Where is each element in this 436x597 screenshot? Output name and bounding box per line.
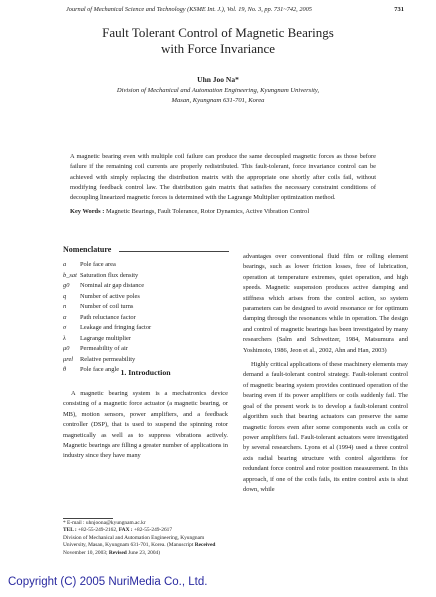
nomenclature-item xyxy=(63,281,151,292)
fax-label: FAX : xyxy=(118,527,133,534)
nom-meaning: Lagrange multiplier xyxy=(80,334,131,342)
nomenclature-title: Nomenclature xyxy=(63,245,112,254)
nom-symbol: θ xyxy=(63,366,67,373)
nom-symbol: q xyxy=(63,292,67,300)
affiliation-line: Division of Mechanical and Automation Engineering, Kyungnam University, xyxy=(116,87,320,94)
nomenclature-item xyxy=(63,334,151,345)
nomenclature-item xyxy=(63,271,151,282)
footnote-email: * E-mail : uhnjoona@kyungnam.ac.kr xyxy=(63,520,146,526)
section-heading-introduction: 1. Introduction xyxy=(120,368,171,377)
abstract: A magnetic bearing even with multiple coil failure can produce the same decoupled magnetic forces as those before failure if the remaining coil currents are properly redistributed. This fault-tolerant, force invariance control can be achieved with simply replacing the distribution matrix with the appropriate one shortly after coils fail, without modifying feedback control law. The distribution gain matrix that satisfies the necessary constraint conditions of decoupling linearized magnetic forces is determined with the Lagrange Multiplier optimization method. xyxy=(70,153,376,202)
tel-label: TEL : xyxy=(63,527,77,534)
nom-meaning: Pole face angle xyxy=(80,366,120,373)
fax-number: +82-55-249-2617 xyxy=(133,527,173,534)
nomenclature-item xyxy=(63,313,151,324)
nom-symbol: λ xyxy=(63,334,66,342)
nomenclature-item xyxy=(63,260,151,271)
nom-symbol: μ0 xyxy=(63,345,70,352)
nom-meaning: Path reluctance factor xyxy=(80,313,136,321)
revised-label: Revised xyxy=(108,549,127,556)
paper-title xyxy=(40,25,396,57)
title-line: Fault Tolerant Control of Magnetic Bearings xyxy=(102,25,334,40)
received-label: Received xyxy=(194,542,216,549)
nom-meaning: Relative permeability xyxy=(80,355,136,363)
nomenclature-item xyxy=(63,292,151,303)
received-date: November 10, 2003; xyxy=(63,549,108,556)
nom-meaning: Pole face area xyxy=(80,261,116,268)
affiliation xyxy=(40,86,396,106)
nom-meaning: Number of coil turns xyxy=(80,303,134,310)
keywords-text: Magnetic Bearings, Fault Tolerance, Rotor Dynamics, Active Vibration Control xyxy=(105,208,310,215)
right-column-text xyxy=(243,252,408,495)
title-line: with Force Invariance xyxy=(160,41,276,56)
page-number: 731 xyxy=(394,6,404,13)
journal-header: Journal of Mechanical Science and Technology (KSME Int. J.), Vol. 19, No. 3, pp. 731~742, 2005 xyxy=(66,6,312,13)
keywords xyxy=(70,208,376,215)
tel-number: +82-55-249-2162, xyxy=(78,527,118,534)
author-footnote xyxy=(63,520,228,557)
nomenclature-item xyxy=(63,355,151,366)
author-name: Uhn Joo Na* xyxy=(197,75,239,84)
revised-date: June 23, 2004) xyxy=(128,549,161,556)
paragraph: advantages over conventional fluid film or rolling element bearings, such as lower friction losses, free of lubrication, operation at temperature extremes, quiet operation, and high speeds. Magnetic suspension produces active damping and stiffness which arises from the control action, so system parameters can be designed to avoid resonance or for optimum damping through the resonances while in operation. The design and control of magnetic bearings has been investigated by many researchers (Salm and Schweitzer, 1984, Matsumura and Yoshimoto, 1986, Jeon et al., 2002, Ahn and Han, 2003) xyxy=(243,253,408,354)
nom-symbol: n xyxy=(63,303,67,310)
nom-symbol: a xyxy=(63,261,67,268)
nomenclature-item xyxy=(63,323,151,334)
nomenclature-item xyxy=(63,344,151,355)
footnote-contact xyxy=(63,527,228,534)
nomenclature-item xyxy=(63,302,151,313)
nom-meaning: Number of active poles xyxy=(80,292,140,300)
footnote-rule xyxy=(63,518,113,519)
paragraph: A magnetic bearing system is a mechatronics device consisting of a magnetic force actuator (a magnetic bearing, or MB), motion sensors, power amplifiers, and a feedback controller (DSP), that is used to suspend the spinning rotor magnetically as well as to suppress vibrations actively. Magnetic bearings are filling a greater number of applications in industry since they have many xyxy=(63,390,228,460)
footnote-address xyxy=(63,535,228,557)
keywords-label: Key Words : xyxy=(70,208,105,215)
address-text: Division of Mechanical and Automation Engineering, Kyungnam University, Masan, Kyungnam 631-701, Korea. (Manuscript xyxy=(63,534,205,549)
paragraph: Highly critical applications of these machinery elements may demand a fault-tolerant control strategy. Fault-tolerant control of magnetic bearing system provides continued operation of the bearing even if its power amplifiers or coils suddenly fail. The goal of the present work is to develop a fault-tolerant control algorithm such that bearing actuators can preserve the same magnetic forces even after some components such as coils or power amplifiers fail. Fault-tolerant actuators were investigated by several researchers. Lyons et al (1994) used a three control axis radial bearing structure with control algorithms for redundant force control and rotor position measurement. In this approach, if one of the coils fails, its entire control axis is shut down, while xyxy=(243,361,408,493)
nom-symbol: μrel xyxy=(63,355,74,363)
nom-symbol: g0 xyxy=(63,282,70,289)
nom-symbol: α xyxy=(63,313,67,321)
nom-meaning: Nominal air gap distance xyxy=(80,282,145,289)
nom-meaning: Saturation flux density xyxy=(80,271,139,279)
nomenclature-rule xyxy=(119,251,229,252)
introduction-text xyxy=(63,389,228,462)
nom-meaning: Permeability of air xyxy=(80,345,128,352)
copyright-notice: Copyright (C) 2005 NuriMedia Co., Ltd. xyxy=(8,576,208,588)
nom-meaning: Leakage and fringing factor xyxy=(80,324,152,331)
nomenclature-list xyxy=(63,260,151,376)
nom-symbol: b_sat xyxy=(63,271,77,279)
nom-symbol: σ xyxy=(63,324,67,331)
affiliation-line: Masan, Kyungnam 631-701, Korea xyxy=(171,97,265,104)
